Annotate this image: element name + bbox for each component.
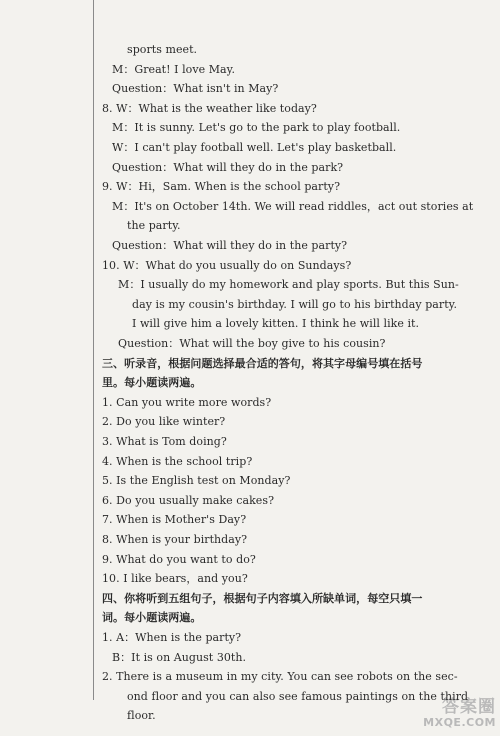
- text-line: 1. Can you write more words?: [102, 396, 272, 409]
- text-line: Question：What will they do in the party?: [112, 239, 348, 252]
- text-line: 8. W：What is the weather like today?: [102, 102, 317, 115]
- text-line: Question：What will they do in the park?: [112, 161, 344, 174]
- text-line: B：It is on August 30th.: [112, 651, 247, 664]
- text-line: 10. I like bears，and you?: [102, 572, 248, 585]
- text-line: 1. A：When is the party?: [102, 631, 242, 644]
- text-line: 9. What do you want to do?: [102, 553, 256, 566]
- text-line: 10. W：What do you usually do on Sundays?: [102, 259, 352, 272]
- text-line: W：I can't play football well. Let's play basketball.: [112, 141, 397, 154]
- text-line: M：It's on October 14th. We will read riddles，act out stories at: [112, 200, 474, 213]
- text-line: Question：What will the boy give to his cousin?: [118, 337, 386, 350]
- text-line: 6. Do you usually make cakes?: [102, 494, 275, 507]
- section-heading: 里。每小题读两遍。: [102, 376, 202, 389]
- text-line: Question：What isn't in May?: [112, 82, 279, 95]
- text-line: day is my cousin's birthday. I will go to his birthday party.: [132, 298, 458, 311]
- watermark-top: 答案圈: [442, 697, 496, 717]
- text-line: I will give him a lovely kitten. I think he will like it.: [132, 317, 420, 330]
- watermark-bottom: MXQE.COM: [423, 716, 496, 729]
- text-line: the party.: [127, 219, 181, 232]
- text-line: sports meet.: [127, 43, 198, 56]
- text-line: 2. Do you like winter?: [102, 415, 226, 428]
- text-line: M：It is sunny. Let's go to the park to play football.: [112, 121, 401, 134]
- margin-rule: [93, 0, 94, 700]
- section-heading: 四、你将听到五组句子，根据句子内容填入所缺单词，每空只填一: [102, 592, 423, 605]
- text-line: 7. When is Mother's Day?: [102, 513, 247, 526]
- text-line: ond floor and you can also see famous paintings on the third: [127, 690, 469, 703]
- section-heading: 三、听录音，根据问题选择最合适的答句，将其字母编号填在括号: [102, 357, 423, 370]
- text-line: 2. There is a museum in my city. You can see robots on the sec-: [102, 670, 458, 683]
- text-line: M：Great! I love May.: [112, 63, 235, 76]
- text-line: 8. When is your birthday?: [102, 533, 248, 546]
- text-line: M：I usually do my homework and play sports. But this Sun-: [118, 278, 459, 291]
- text-line: 5. Is the English test on Monday?: [102, 474, 291, 487]
- section-heading: 词。每小题读两遍。: [102, 611, 202, 624]
- text-line: 4. When is the school trip?: [102, 455, 253, 468]
- text-line: 3. What is Tom doing?: [102, 435, 227, 448]
- text-line: floor.: [127, 709, 156, 722]
- text-line: 9. W：Hi，Sam. When is the school party?: [102, 180, 341, 193]
